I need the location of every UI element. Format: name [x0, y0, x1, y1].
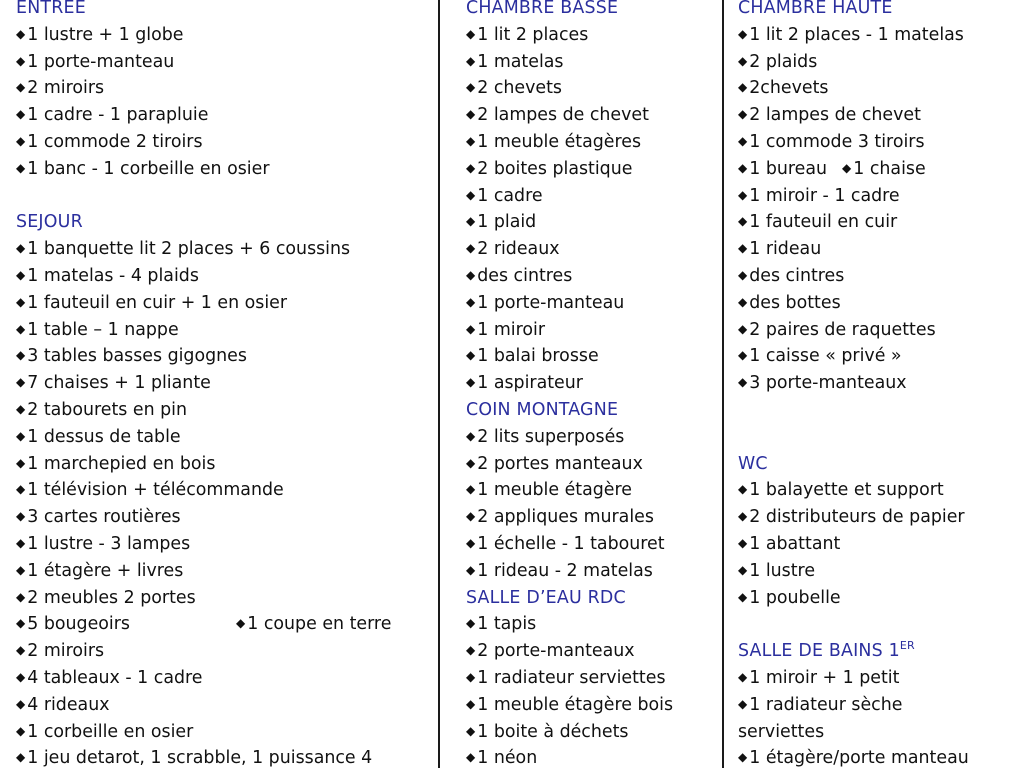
heading-text: SALLE D’EAU RDC: [466, 587, 626, 608]
heading-text: COIN MONTAGNE: [466, 400, 619, 420]
diamond-bullet-icon: ◆: [738, 696, 748, 711]
list-item: [725, 477, 1024, 504]
list-item: [0, 290, 438, 317]
list-item: [725, 370, 1024, 397]
item-text: 2 lampes de chevet: [477, 105, 649, 126]
list-item: [0, 451, 438, 478]
list-item: [441, 263, 722, 290]
list-item: [725, 129, 1024, 156]
list-item: [0, 719, 438, 746]
diamond-bullet-icon: ◆: [16, 589, 26, 604]
diamond-bullet-icon: ◆: [16, 536, 26, 550]
list-item: [441, 22, 722, 49]
item-text: 3 cartes routières: [27, 507, 181, 528]
item-text: 1 matelas: [477, 51, 564, 72]
diamond-bullet-icon: ◆: [738, 26, 748, 41]
list-item: [441, 611, 722, 638]
diamond-bullet-icon: ◆: [738, 214, 748, 229]
diamond-bullet-icon: ◆: [16, 80, 26, 95]
section-heading: [725, 0, 1024, 22]
diamond-bullet-icon: ◆: [236, 616, 246, 631]
list-item: [0, 397, 438, 424]
item-text: 1 chaise: [853, 158, 926, 179]
item-text: des bottes: [749, 292, 841, 313]
list-item: [725, 49, 1024, 76]
item-text: 1 meuble étagère: [477, 480, 632, 501]
list-item: [725, 209, 1024, 236]
diamond-bullet-icon: ◆: [16, 428, 26, 443]
item-text: 2 meubles 2 portes: [27, 587, 196, 608]
diamond-bullet-icon: ◆: [16, 294, 26, 309]
diamond-bullet-icon: ◆: [738, 375, 748, 390]
item-text: 1 étagère/porte manteau: [749, 748, 969, 769]
list-item: [441, 558, 722, 585]
diamond-bullet-icon: ◆: [738, 509, 748, 524]
item-text: 1 lustre: [749, 560, 816, 581]
item-text: des cintres: [749, 266, 845, 286]
diamond-bullet-icon: ◆: [738, 134, 748, 148]
diamond-bullet-icon: ◆: [466, 348, 476, 363]
item-text: 1 boite à déchets: [477, 721, 629, 742]
heading-text: WC: [738, 453, 768, 474]
diamond-bullet-icon: ◆: [738, 536, 748, 550]
list-item: [0, 22, 438, 49]
item-text: 1 marchepied en bois: [27, 453, 216, 474]
diamond-bullet-icon: ◆: [466, 134, 476, 148]
list-item: [441, 102, 722, 129]
diamond-bullet-icon: ◆: [16, 723, 26, 738]
list-item: [0, 102, 438, 129]
list-item: [725, 745, 1024, 772]
list-item-secondary: [236, 611, 391, 639]
diamond-bullet-icon: ◆: [16, 670, 26, 684]
diamond-bullet-icon: ◆: [738, 321, 748, 336]
diamond-bullet-icon: ◆: [16, 375, 26, 390]
diamond-bullet-icon: ◆: [466, 643, 476, 658]
list-item: [725, 263, 1024, 290]
diamond-bullet-icon: ◆: [738, 482, 748, 497]
item-text: 2 appliques murales: [477, 507, 654, 528]
list-item: [0, 665, 438, 692]
list-item: [441, 504, 722, 531]
list-item: [0, 129, 438, 156]
list-item: [0, 745, 438, 772]
item-text: 2 miroirs: [27, 641, 105, 662]
list-item: [441, 209, 722, 236]
diamond-bullet-icon: ◆: [16, 455, 26, 470]
item-text: 1 meuble étagère bois: [477, 694, 674, 715]
item-text: 1 cadre: [477, 185, 543, 206]
diamond-bullet-icon: ◆: [842, 160, 852, 175]
list-item: [725, 692, 1024, 719]
item-text: 2 distributeurs de papier: [749, 507, 965, 528]
list-item: [725, 317, 1024, 344]
diamond-bullet-icon: ◆: [466, 268, 476, 282]
list-item: [441, 745, 722, 772]
list-item: [441, 343, 722, 370]
heading-text: SEJOUR: [16, 212, 83, 233]
list-item: [725, 156, 1024, 183]
list-item: [441, 156, 722, 183]
item-text: 2chevets: [749, 78, 829, 99]
item-text: 3 tables basses gigognes: [27, 346, 247, 367]
list-item: [0, 343, 438, 370]
diamond-bullet-icon: ◆: [466, 214, 476, 229]
diamond-bullet-icon: ◆: [466, 107, 476, 122]
list-item: [725, 665, 1024, 692]
list-item: [0, 531, 438, 558]
list-item: [441, 477, 722, 504]
item-text: 2 plaids: [749, 51, 818, 72]
item-text: 1 balai brosse: [477, 346, 599, 367]
list-item: [441, 49, 722, 76]
list-item: [441, 665, 722, 692]
list-item: [441, 183, 722, 210]
list-item: [725, 504, 1024, 531]
diamond-bullet-icon: ◆: [16, 107, 26, 122]
section-heading: [441, 585, 722, 612]
item-text: 1 aspirateur: [477, 373, 583, 394]
list-item: [725, 290, 1024, 317]
diamond-bullet-icon: ◆: [738, 562, 748, 577]
list-item: [0, 236, 438, 263]
item-text: 1 poubelle: [749, 587, 841, 608]
item-text: 4 tableaux - 1 cadre: [27, 668, 203, 688]
heading-text: CHAMBRE HAUTE: [738, 0, 893, 18]
item-text: 3 porte-manteaux: [749, 373, 907, 394]
list-item: [0, 49, 438, 76]
list-item: [0, 585, 438, 612]
list-item: [0, 477, 438, 504]
item-text: 2 portes manteaux: [477, 453, 643, 474]
item-text: 1 abattant: [749, 534, 841, 554]
item-text: 2 tabourets en pin: [27, 400, 188, 420]
diamond-bullet-icon: ◆: [16, 509, 26, 524]
diamond-bullet-icon: ◆: [738, 107, 748, 122]
item-text: 7 chaises + 1 pliante: [27, 373, 211, 394]
list-item: [441, 638, 722, 665]
column-left: [0, 0, 438, 768]
diamond-bullet-icon: ◆: [16, 696, 26, 711]
diamond-bullet-icon: ◆: [466, 53, 476, 68]
diamond-bullet-icon: ◆: [16, 268, 26, 282]
diamond-bullet-icon: ◆: [738, 589, 748, 604]
item-text: 1 porte-manteau: [27, 51, 175, 72]
section-heading: [725, 451, 1024, 478]
diamond-bullet-icon: ◆: [16, 241, 26, 256]
heading-superscript: ER: [899, 639, 915, 653]
item-text: 1 coupe en terre: [247, 614, 392, 635]
item-text: 2 chevets: [477, 78, 562, 99]
diamond-bullet-icon: ◆: [16, 562, 26, 577]
heading-text: SALLE DE BAINS 1: [738, 641, 900, 662]
heading-text: CHAMBRE BASSE: [466, 0, 619, 18]
item-text: des cintres: [477, 266, 573, 286]
list-item: [725, 75, 1024, 102]
diamond-bullet-icon: ◆: [466, 616, 476, 631]
item-text: 1 jeu detarot, 1 scrabble, 1 puissance 4: [27, 748, 373, 769]
item-text: 1 meuble étagères: [477, 132, 642, 152]
diamond-bullet-icon: ◆: [16, 482, 26, 497]
item-text: 1 fauteuil en cuir: [749, 212, 898, 233]
item-text: 5 bougeoirs: [27, 614, 130, 635]
diamond-bullet-icon: ◆: [466, 187, 476, 202]
diamond-bullet-icon: ◆: [16, 53, 26, 68]
list-item: [441, 370, 722, 397]
item-text: 1 radiateur serviettes: [477, 668, 666, 688]
item-text: 1 lustre - 3 lampes: [27, 534, 191, 554]
list-item: [441, 129, 722, 156]
item-text: 1 lustre + 1 globe: [27, 24, 184, 45]
list-item: [725, 102, 1024, 129]
item-text: 1 tapis: [477, 614, 537, 635]
diamond-bullet-icon: ◆: [738, 241, 748, 256]
list-item: [0, 370, 438, 397]
list-item: [725, 558, 1024, 585]
item-text: 1 caisse « privé »: [749, 346, 902, 367]
list-item: [725, 531, 1024, 558]
list-item: [725, 343, 1024, 370]
item-text: 1 commode 2 tiroirs: [27, 132, 203, 152]
item-text: 1 miroir + 1 petit: [749, 668, 900, 688]
diamond-bullet-icon: ◆: [738, 80, 748, 95]
diamond-bullet-icon: ◆: [738, 294, 748, 309]
column-right: [725, 0, 1024, 768]
list-item: [441, 719, 722, 746]
list-item: [725, 585, 1024, 612]
item-text: 1 banc - 1 corbeille en osier: [27, 158, 270, 179]
item-text: 2 lampes de chevet: [749, 105, 921, 126]
diamond-bullet-icon: ◆: [466, 294, 476, 309]
column-divider: [438, 0, 440, 768]
list-item: [441, 531, 722, 558]
list-item: [0, 263, 438, 290]
item-text: 1 porte-manteau: [477, 292, 625, 313]
list-item: [0, 558, 438, 585]
list-item: [0, 638, 438, 665]
list-item: [0, 504, 438, 531]
diamond-bullet-icon: ◆: [16, 750, 26, 765]
item-text: 1 corbeille en osier: [27, 721, 194, 742]
item-text: 1 bureau: [749, 158, 828, 179]
diamond-bullet-icon: ◆: [466, 455, 476, 470]
item-text: 4 rideaux: [27, 694, 110, 715]
item-text: 1 plaid: [477, 212, 537, 233]
column-divider: [722, 0, 724, 768]
diamond-bullet-icon: ◆: [466, 26, 476, 41]
diamond-bullet-icon: ◆: [466, 536, 476, 550]
diamond-bullet-icon: ◆: [466, 723, 476, 738]
list-item: [441, 424, 722, 451]
diamond-bullet-icon: ◆: [16, 643, 26, 658]
heading-text: ENTREE: [16, 0, 86, 18]
list-item: [0, 424, 438, 451]
item-text: 1 échelle - 1 tabouret: [477, 534, 665, 554]
item-text: 2 miroirs: [27, 78, 105, 99]
item-text: 1 rideau: [749, 239, 822, 260]
item-text: 1 radiateur sèche: [749, 694, 903, 715]
diamond-bullet-icon: ◆: [466, 241, 476, 256]
diamond-bullet-icon: ◆: [738, 268, 748, 282]
item-text: 1 table – 1 nappe: [27, 319, 179, 340]
item-text: 2 paires de raquettes: [749, 319, 936, 340]
section-heading: [725, 638, 1024, 665]
diamond-bullet-icon: ◆: [466, 696, 476, 711]
list-item: [725, 236, 1024, 263]
diamond-bullet-icon: ◆: [466, 321, 476, 336]
item-text: 1 balayette et support: [749, 480, 944, 501]
item-text: 1 lit 2 places - 1 matelas: [749, 24, 964, 45]
list-item: [0, 75, 438, 102]
item-text: 1 miroir: [477, 319, 545, 340]
list-item-secondary: [842, 156, 926, 184]
list-item: [441, 236, 722, 263]
item-text: 1 dessus de table: [27, 426, 181, 447]
item-text: 1 banquette lit 2 places + 6 coussins: [27, 239, 351, 260]
list-item: [725, 719, 1024, 746]
item-text: 1 fauteuil en cuir + 1 en osier: [27, 292, 288, 313]
item-text: serviettes: [738, 721, 825, 742]
item-text: 1 rideau - 2 matelas: [477, 560, 653, 581]
diamond-bullet-icon: ◆: [738, 348, 748, 363]
item-text: 1 miroir - 1 cadre: [749, 185, 900, 206]
item-text: 1 étagère + livres: [27, 560, 184, 581]
list-item: [441, 317, 722, 344]
diamond-bullet-icon: ◆: [16, 321, 26, 336]
item-text: 1 néon: [477, 748, 538, 769]
diamond-bullet-icon: ◆: [466, 80, 476, 95]
diamond-bullet-icon: ◆: [738, 670, 748, 684]
diamond-bullet-icon: ◆: [466, 750, 476, 765]
diamond-bullet-icon: ◆: [16, 616, 26, 631]
item-text: 1 cadre - 1 parapluie: [27, 105, 209, 126]
list-item: [441, 451, 722, 478]
diamond-bullet-icon: ◆: [466, 428, 476, 443]
diamond-bullet-icon: ◆: [738, 53, 748, 68]
diamond-bullet-icon: ◆: [738, 187, 748, 202]
item-text: 2 lits superposés: [477, 426, 625, 447]
diamond-bullet-icon: ◆: [466, 670, 476, 684]
list-item: [0, 611, 438, 638]
diamond-bullet-icon: ◆: [16, 134, 26, 148]
diamond-bullet-icon: ◆: [16, 160, 26, 175]
list-item: [0, 156, 438, 183]
diamond-bullet-icon: ◆: [466, 509, 476, 524]
list-item: [0, 317, 438, 344]
item-text: 2 rideaux: [477, 239, 560, 260]
section-heading: [0, 0, 438, 22]
diamond-bullet-icon: ◆: [466, 160, 476, 175]
item-text: 1 lit 2 places: [477, 24, 589, 45]
diamond-bullet-icon: ◆: [738, 160, 748, 175]
list-item: [441, 692, 722, 719]
section-heading: [0, 209, 438, 236]
item-text: 1 télévision + télécommande: [27, 480, 284, 501]
diamond-bullet-icon: ◆: [738, 750, 748, 765]
item-text: 2 boites plastique: [477, 158, 633, 179]
list-item: [441, 290, 722, 317]
diamond-bullet-icon: ◆: [466, 482, 476, 497]
list-item: [725, 183, 1024, 210]
section-heading: [441, 0, 722, 22]
diamond-bullet-icon: ◆: [16, 402, 26, 416]
diamond-bullet-icon: ◆: [16, 348, 26, 363]
item-text: 1 matelas - 4 plaids: [27, 266, 199, 286]
item-text: 2 porte-manteaux: [477, 641, 635, 662]
diamond-bullet-icon: ◆: [466, 562, 476, 577]
diamond-bullet-icon: ◆: [466, 375, 476, 390]
column-middle: [441, 0, 722, 768]
list-item: [441, 75, 722, 102]
section-heading: [441, 397, 722, 424]
item-text: 1 commode 3 tiroirs: [749, 132, 925, 152]
list-item: [0, 692, 438, 719]
list-item: [725, 22, 1024, 49]
diamond-bullet-icon: ◆: [16, 26, 26, 41]
